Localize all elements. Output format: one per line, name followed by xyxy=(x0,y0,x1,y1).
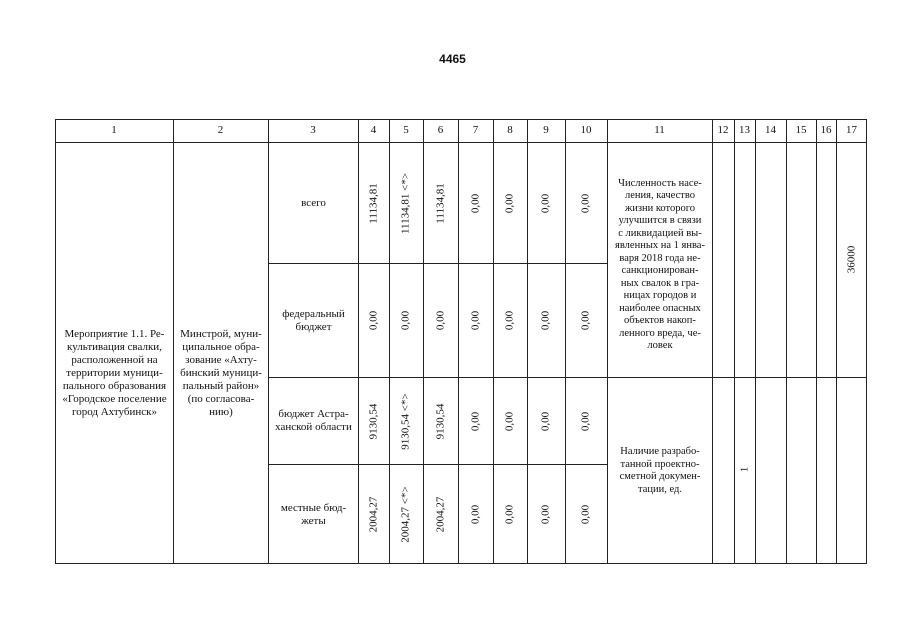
col-header-10: 10 xyxy=(580,124,592,136)
page-number: 4465 xyxy=(439,52,466,66)
source-federal: федеральный бюджет xyxy=(282,307,345,333)
source-local: местные бюд- жеты xyxy=(280,501,347,527)
indicator-population: Численность насе- ления, качество жизни которого улучшится в связи с ликвидацией вы- явленных на 1 янва- варя 2018 года не- санкционирован- ных свалок в гра- ницах городов и наиболее опасных объектов накоп- ленного вреда, че- ловек xyxy=(615,177,705,351)
value-cell: 0,00 xyxy=(539,504,552,524)
value-cell: 2004,27 xyxy=(367,496,379,532)
col-header-16: 16 xyxy=(820,124,832,136)
program-table xyxy=(55,119,867,564)
value-cell: 11134,81 xyxy=(367,182,379,224)
value-cell: 0,00 xyxy=(399,310,412,330)
value-cell: 0,00 xyxy=(503,504,516,524)
col-header-14: 14 xyxy=(765,124,776,136)
col-header-3: 3 xyxy=(310,124,316,136)
source-total: всего xyxy=(301,196,326,209)
value-cell: 9130,54 xyxy=(434,403,446,439)
value-cell: 0,00 xyxy=(469,504,481,524)
col-header-4: 4 xyxy=(370,124,377,136)
col-header-7: 7 xyxy=(472,124,479,136)
col-header-8: 8 xyxy=(507,124,513,136)
value-cell: 9130,54 <*> xyxy=(399,392,412,450)
value-cell: 0,00 xyxy=(469,310,481,330)
value-cell: 0,00 xyxy=(579,411,592,431)
value-cell: 0,00 xyxy=(579,193,592,213)
col-header-1: 1 xyxy=(111,124,117,136)
value-cell: 11134,81 <*> xyxy=(399,172,412,234)
indicator-value-col17: 36000 xyxy=(845,245,857,274)
col-header-17: 17 xyxy=(846,124,857,136)
value-cell: 0,00 xyxy=(539,411,552,431)
col-header-13: 13 xyxy=(739,124,750,136)
value-cell: 2004,27 <*> xyxy=(399,485,412,543)
value-cell: 0,00 xyxy=(503,411,516,431)
value-cell: 0,00 xyxy=(434,310,446,330)
value-cell: 0,00 xyxy=(503,193,516,213)
col-header-11: 11 xyxy=(654,124,665,136)
indicator-documentation: Наличие разрабо- танной проектно- сметной докумен- тации, ед. xyxy=(619,446,701,495)
value-cell: 9130,54 xyxy=(367,403,379,439)
col-header-9: 9 xyxy=(543,124,549,136)
col-header-15: 15 xyxy=(795,124,807,136)
indicator-value-col13: 1 xyxy=(738,466,750,473)
col-header-12: 12 xyxy=(717,124,729,136)
value-cell: 2004,27 xyxy=(434,496,446,532)
value-cell: 11134,81 xyxy=(434,182,446,224)
value-cell: 0,00 xyxy=(367,310,379,330)
value-cell: 0,00 xyxy=(539,193,552,213)
col-header-2: 2 xyxy=(217,124,224,136)
value-cell: 0,00 xyxy=(579,504,592,524)
event-executor: Минстрой, муни- ципальное обра- зование «Ахту- бинский муници- пальный район» (по согласова- нию) xyxy=(180,328,262,418)
value-cell: 0,00 xyxy=(539,310,552,330)
value-cell: 0,00 xyxy=(579,310,592,330)
source-regional: бюджет Астра- ханской области xyxy=(275,408,352,433)
value-cell: 0,00 xyxy=(469,193,481,213)
event-name: Мероприятие 1.1. Ре- культивация свалки, расположенной на территории муници- пального образования «Городское поселение город Ахтубинск» xyxy=(62,328,167,418)
value-cell: 0,00 xyxy=(503,310,516,330)
col-header-6: 6 xyxy=(437,124,444,136)
col-header-5: 5 xyxy=(403,124,409,136)
value-cell: 0,00 xyxy=(469,411,481,431)
